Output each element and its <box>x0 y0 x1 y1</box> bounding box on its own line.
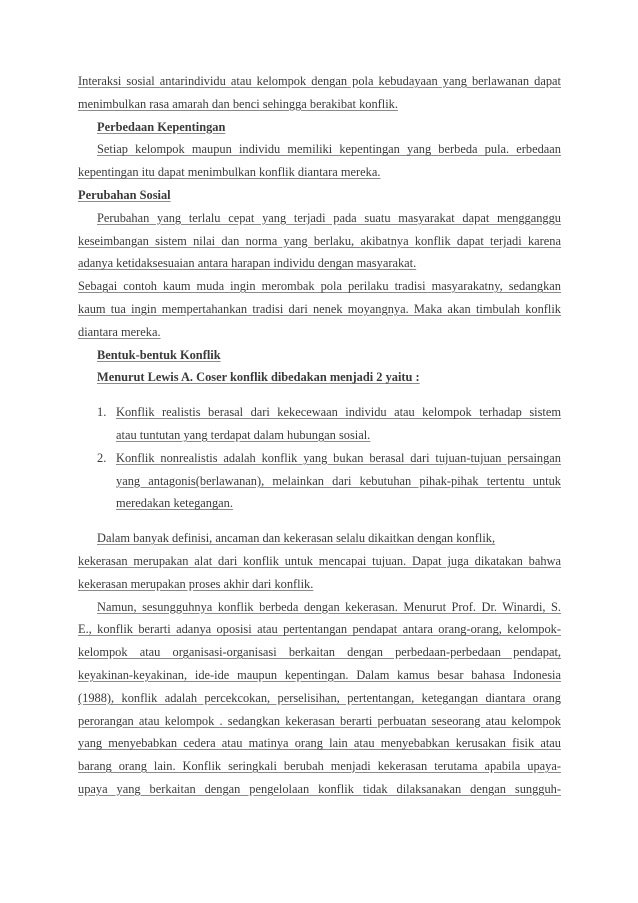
text-line: Sebagai contoh kaum muda ingin merombak pola perilaku tradisi masyarakatny, sedangkan <box>78 279 561 294</box>
text-line: Perubahan yang terlalu cepat yang terjadi pada suatu masyarakat dapat mengganggu <box>97 210 561 225</box>
text-line: yang menyebabkan cedera atau matinya orang lain atau menyebabkan kerusakan fisik atau <box>78 736 561 751</box>
spacer <box>78 515 561 527</box>
text-line: kepentingan itu dapat menimbulkan konflik diantara mereka. <box>78 165 381 180</box>
list-item-text: Konflik nonrealistis adalah konflik yang bukan berasal dari tujuan-tujuan persaingan <box>116 450 561 465</box>
list-number: 2. <box>97 450 107 465</box>
list-item-line: meredakan ketegangan. <box>116 496 233 511</box>
section-heading: Bentuk-bentuk Konflik <box>97 347 221 362</box>
text-line: kekerasan merupakan proses akhir dari konflik. <box>78 576 314 591</box>
text-line: Setiap kelompok maupun individu memiliki kepentingan yang berbeda pula. erbedaan <box>97 142 561 157</box>
section-heading: Perbedaan Kepentingan <box>97 119 226 134</box>
numbered-list <box>78 401 561 515</box>
document-page <box>78 70 561 801</box>
text-line: keyakinan-keyakinan, ide-ide maupun kepentingan. Dalam kamus besar bahasa Indonesia <box>78 667 561 682</box>
list-number: 1. <box>97 405 107 420</box>
text-line: diantara mereka. <box>78 324 161 339</box>
text-line: (1988), konflik adalah percekcokan, perselisihan, pertentangan, ketegangan diantara orang <box>78 690 561 705</box>
section-heading: Perubahan Sosial <box>78 187 171 202</box>
section-heading: Menurut Lewis A. Coser konflik dibedakan menjadi 2 yaitu : <box>97 370 420 385</box>
list-item-line: yang antagonis(berlawanan), melainkan dari kebutuhan pihak-pihak tertentu untuk <box>116 473 561 488</box>
text-line: kelompok atau organisasi-organisasi berkaitan dengan perbedaan-perbedaan pendapat, <box>78 645 561 660</box>
text-line: E., konflik berarti adanya oposisi atau pertentangan pendapat antara orang-orang, kelompok- <box>78 622 561 637</box>
text-line: upaya yang berkaitan dengan pengelolaan konflik tidak dilaksanakan dengan sungguh- <box>78 781 561 796</box>
list-item-line: atau tuntutan yang terdapat dalam hubungan sosial. <box>116 427 371 442</box>
text-line: Namun, sesungguhnya konflik berbeda dengan kekerasan. Menurut Prof. Dr. Winardi, S. <box>97 599 561 614</box>
spacer <box>78 389 561 401</box>
text-line: kekerasan merupakan alat dari konflik untuk mencapai tujuan. Dapat juga dikatakan bahwa <box>78 553 561 568</box>
text-line: perorangan atau kelompok . sedangkan kekerasan berarti perbuatan seseorang atau kelompok <box>78 713 561 728</box>
text-line: Interaksi sosial antarindividu atau kelompok dengan pola kebudayaan yang berlawanan dapat <box>78 74 561 88</box>
list-item-line <box>78 401 561 424</box>
text-line: adanya ketidaksesuaian antara harapan individu dengan masyarakat. <box>78 256 417 271</box>
text-line: barang orang lain. Konflik seringkali berubah menjadi kekerasan terutama apabila upaya- <box>78 759 561 774</box>
text-line: menimbulkan rasa amarah dan benci sehingga berakibat konflik. <box>78 96 398 111</box>
text-line: Dalam banyak definisi, ancaman dan kekerasan selalu dikaitkan dengan konflik, <box>97 531 496 546</box>
list-item-line <box>78 447 561 470</box>
text-line: keseimbangan sistem nilai dan norma yang berlaku, akibatnya konflik dapat terjadi karena <box>78 233 561 248</box>
list-item-text: Konflik realistis berasal dari kekecewaan individu atau kelompok terhadap sistem <box>116 405 561 420</box>
text-line: kaum tua ingin mempertahankan tradisi dari nenek moyangnya. Maka akan timbulah konflik <box>78 301 561 316</box>
